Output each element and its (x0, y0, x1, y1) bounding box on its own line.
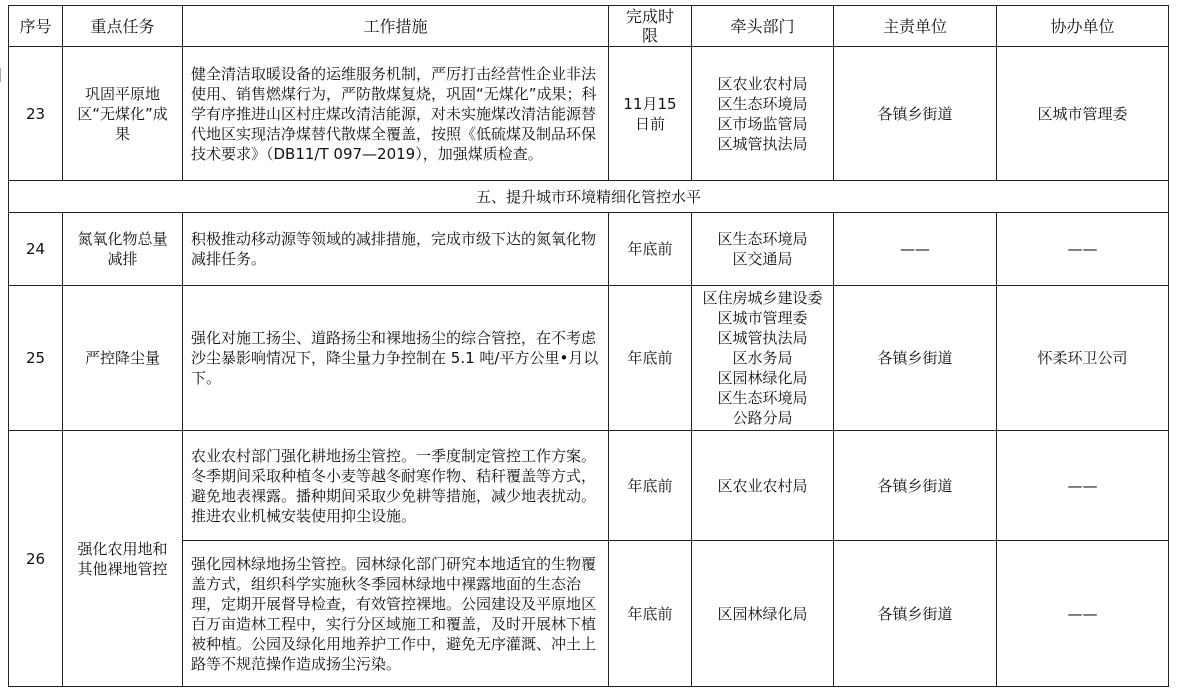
assist-unit-cell: 怀柔环卫公司 (997, 286, 1169, 431)
seq-cell: 25 (9, 286, 63, 431)
lead-dept: 区园林绿化局 (717, 369, 808, 387)
lead-dept: 区市场监管局 (717, 114, 808, 133)
seq-cell: 24 (9, 213, 63, 286)
main-unit-cell: 各镇乡街道 (834, 286, 997, 431)
assist-unit-cell: —— (997, 541, 1169, 687)
seq-cell: 23 (9, 47, 63, 181)
lead-cell: 区园林绿化局 (692, 541, 834, 687)
main-unit-cell: —— (834, 213, 997, 286)
lead-dept: 区交通局 (732, 250, 793, 268)
measure-cell: 强化对施工扬尘、道路扬尘和裸地扬尘的综合管控，在不考虑沙尘暴影响情况下，降尘量力争控制在 5.1 吨/平方公里•月以下。 (183, 286, 609, 431)
deadline-cell: 11月15日前 (609, 47, 692, 181)
deadline-cell: 年底前 (609, 286, 692, 431)
task-cell: 强化农用地和其他裸地管控 (63, 431, 183, 687)
lead-dept: 区生态环境局 (717, 230, 808, 248)
lead-dept: 区城管执法局 (717, 329, 808, 347)
header-seq: 序号 (9, 6, 63, 47)
deadline-cell: 年底前 (609, 431, 692, 541)
header-measure: 工作措施 (183, 6, 609, 47)
task-table-container (8, 5, 1169, 687)
deadline-cell: 年底前 (609, 213, 692, 286)
measure-cell: 积极推动移动源等领域的减排措施，完成市级下达的氮氧化物减排任务。 (183, 213, 609, 286)
header-lead: 牵头部门 (692, 6, 834, 47)
task-cell: 严控降尘量 (63, 286, 183, 431)
table-row (9, 47, 1169, 181)
main-unit-cell: 各镇乡街道 (834, 541, 997, 687)
lead-dept: 区农业农村局 (717, 74, 808, 93)
lead-dept: 区生态环境局 (717, 94, 808, 113)
main-unit-cell: 各镇乡街道 (834, 47, 997, 181)
lead-dept: 区住房城乡建设委 (702, 289, 823, 307)
section-heading-row (9, 181, 1169, 213)
deadline-cell: 年底前 (609, 541, 692, 687)
assist-unit-cell: —— (997, 431, 1169, 541)
measure-cell: 农业农村部门强化耕地扬尘管控。一季度制定管控工作方案。冬季期间采取种植冬小麦等越冬耐寒作物、秸秆覆盖等方式，避免地表裸露。播种期间采取少免耕等措施，减少地表扰动。推进农业机械安装使用抑尘设施。 (183, 431, 609, 541)
header-task: 重点任务 (63, 6, 183, 47)
lead-cell (692, 213, 834, 286)
assist-unit-cell: 区城市管理委 (997, 47, 1169, 181)
lead-dept: 区生态环境局 (717, 389, 808, 407)
table-row (9, 541, 1169, 687)
task-cell: 氮氧化物总量减排 (63, 213, 183, 286)
header-row (9, 6, 1169, 47)
measure-cell: 健全清洁取暖设备的运维服务机制，严厉打击经营性企业非法使用、销售燃煤行为，严防散煤复烧，巩固“无煤化”成果；科学有序推进山区村庄煤改清洁能源，对未实施煤改清洁能源替代地区实现洁净煤替代散煤全覆盖，按照《低硫煤及制品环保技术要求》（DB11/T 097—2019），加强煤质检查。 (183, 47, 609, 181)
lead-dept: 区城市管理委 (717, 309, 808, 327)
measure-cell: 强化园林绿地扬尘管控。园林绿化部门研究本地适宜的生物覆盖方式，组织科学实施秋冬季园林绿地中裸露地面的生态治理，定期开展督导检查，有效管控裸地。公园建设及平原地区百万亩造林工程中，实行分区域施工和覆盖，及时开展林下植被种植。公园及绿化用地养护工作中，避免无序灌溉、冲土上路等不规范操作造成扬尘污染。 (183, 541, 609, 687)
seq-cell: 26 (9, 431, 63, 687)
lead-dept: 公路分局 (732, 409, 793, 427)
task-cell: 巩固平原地区“无煤化”成果 (63, 47, 183, 181)
task-table (8, 5, 1169, 687)
lead-cell (692, 47, 834, 181)
lead-dept: 区水务局 (732, 349, 793, 367)
assist-unit-cell: —— (997, 213, 1169, 286)
header-assist: 协办单位 (997, 6, 1169, 47)
lead-dept: 区城管执法局 (717, 134, 808, 153)
table-row (9, 286, 1169, 431)
page-edge-mark (0, 68, 4, 82)
main-unit-cell: 各镇乡街道 (834, 431, 997, 541)
table-row (9, 431, 1169, 541)
lead-cell (692, 286, 834, 431)
header-deadline: 完成时限 (609, 6, 692, 47)
section-heading: 五、提升城市环境精细化管控水平 (9, 181, 1169, 213)
header-main: 主责单位 (834, 6, 997, 47)
table-row (9, 213, 1169, 286)
lead-cell: 区农业农村局 (692, 431, 834, 541)
